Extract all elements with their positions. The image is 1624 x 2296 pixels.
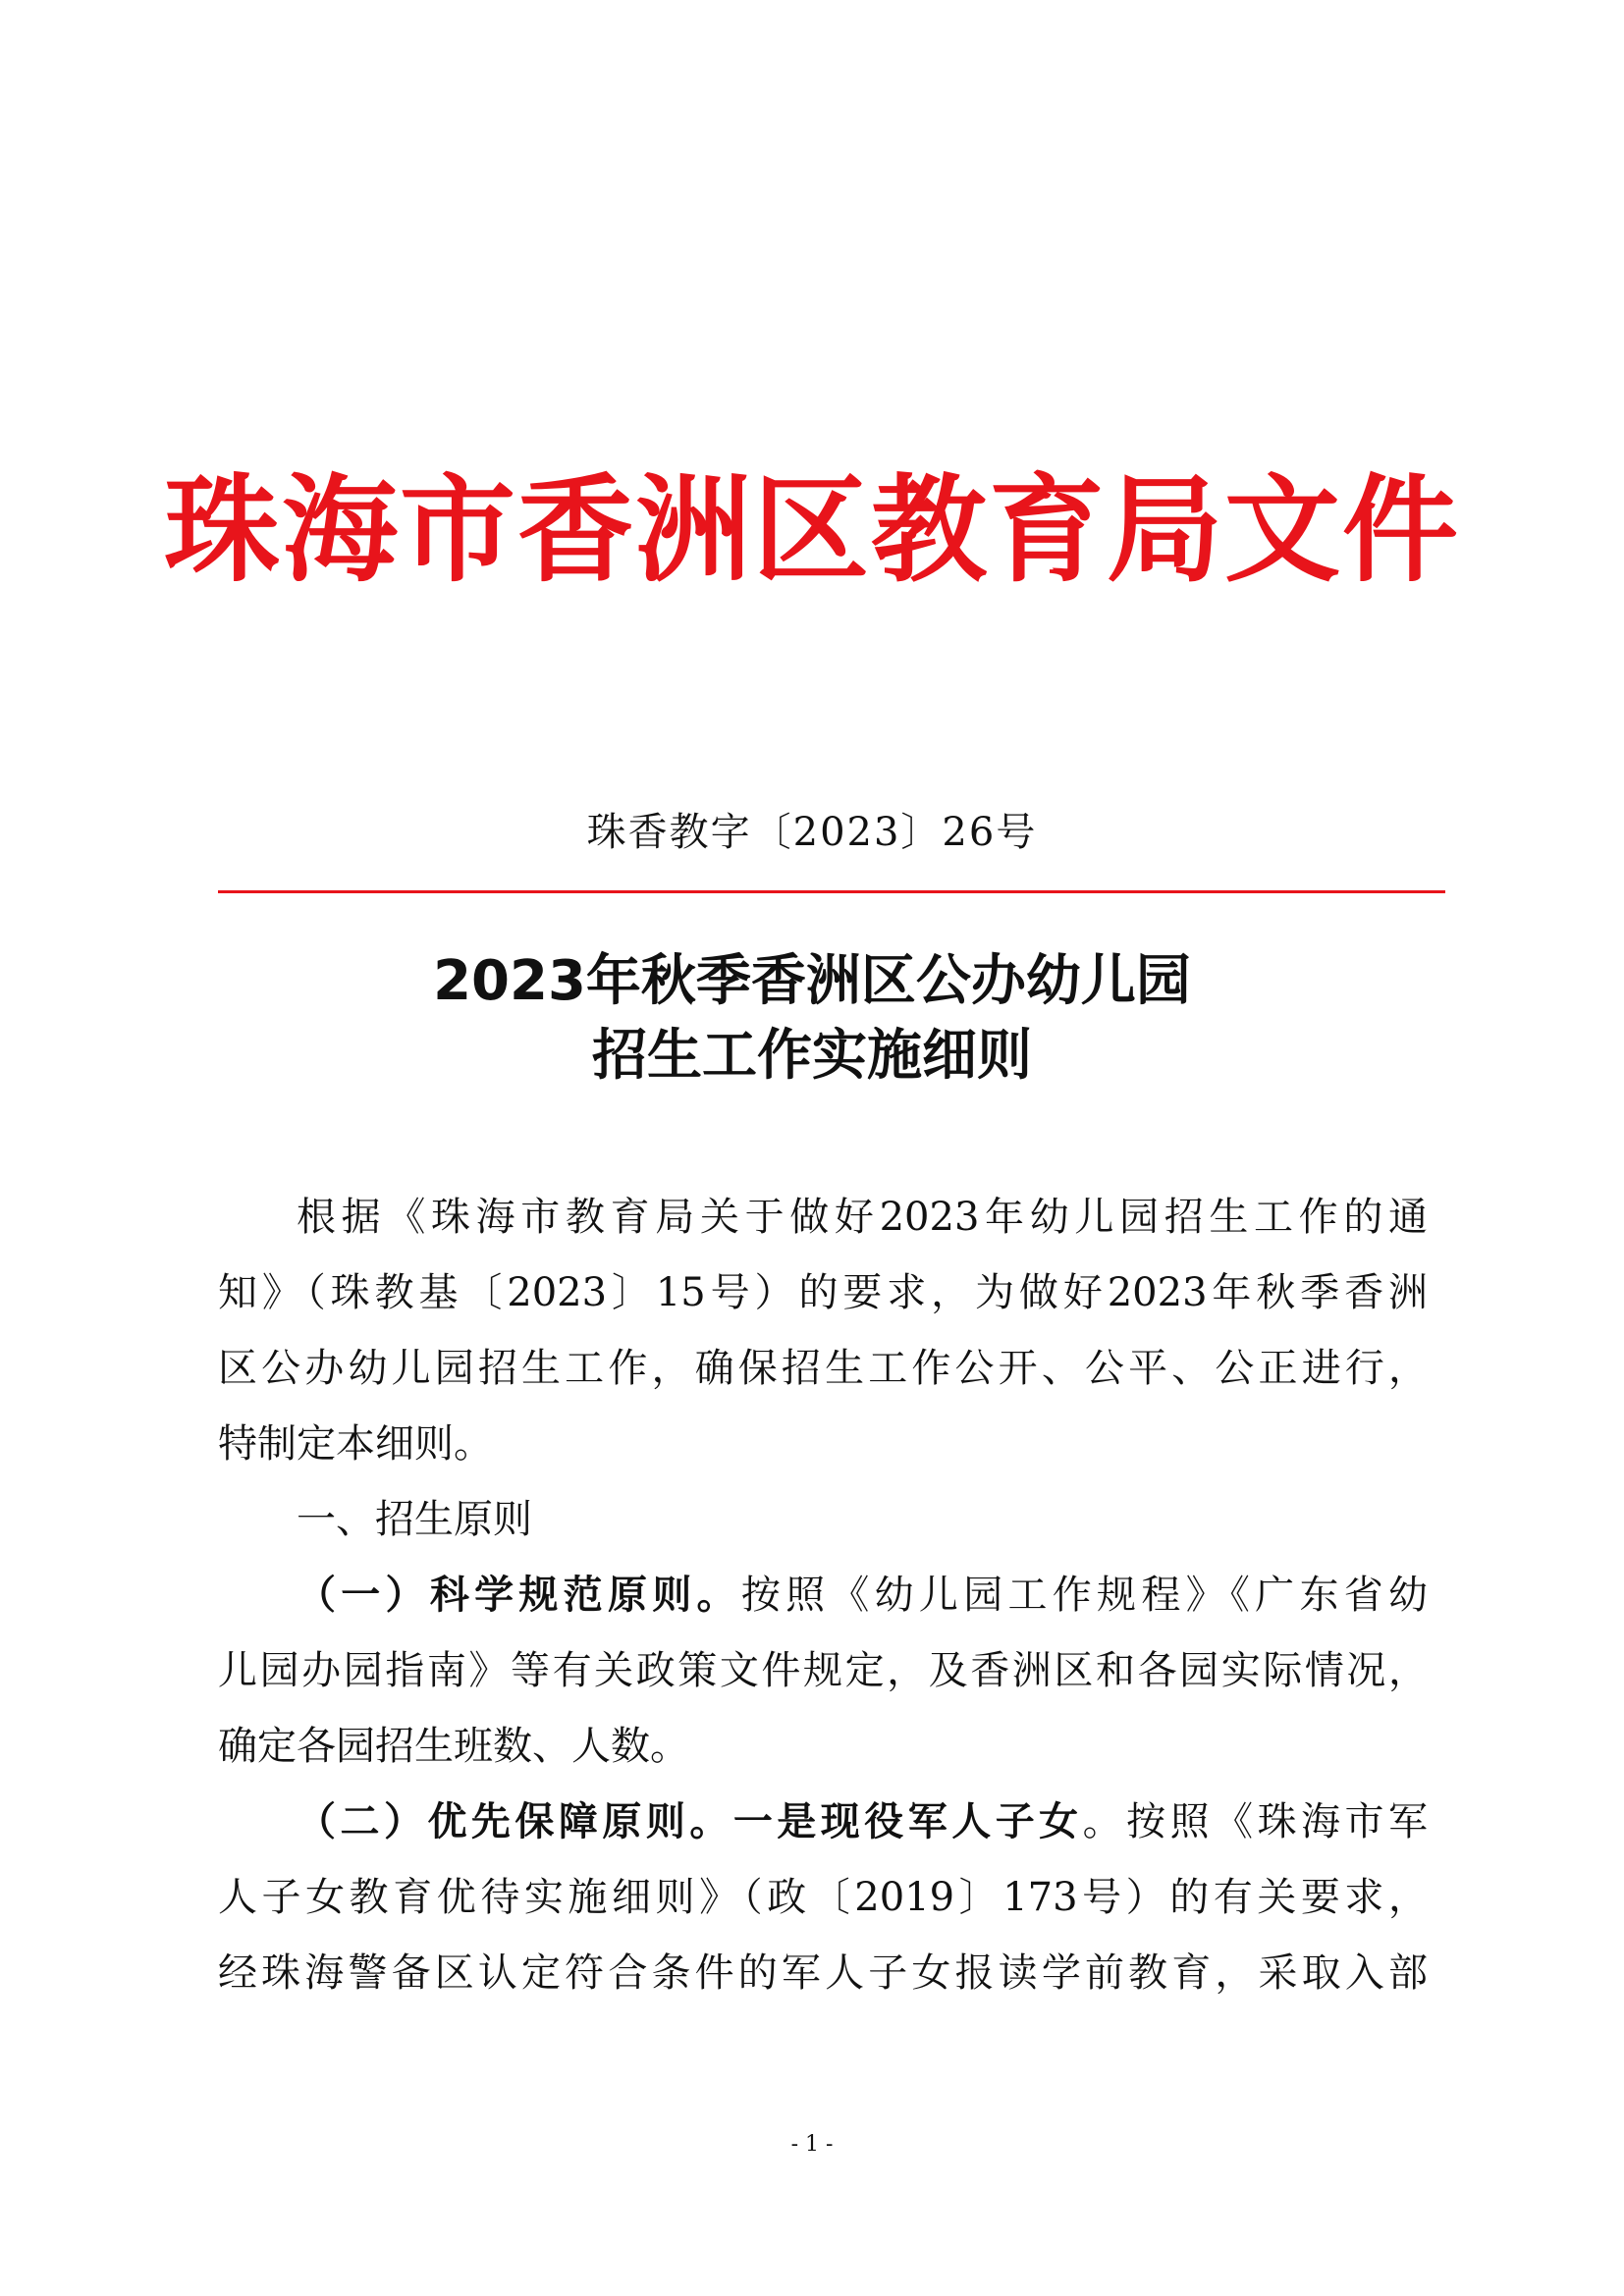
body-line: 确定各园招生班数、人数。 xyxy=(218,1724,689,1769)
body-line: 根据《珠海市教育局关于做好2023年幼儿园招生工作的通 xyxy=(297,1195,1428,1240)
body-line: 特制定本细则。 xyxy=(218,1421,493,1467)
body-line: 知》（珠教基〔2023〕15号）的要求，为做好2023年秋季香洲 xyxy=(218,1270,1428,1315)
document-title xyxy=(0,944,1624,1094)
title-line-1: 2023年秋季香洲区公办幼儿园 xyxy=(433,949,1191,1013)
body-line xyxy=(218,1558,1428,1633)
document-number: 珠香教字〔2023〕26号 xyxy=(586,810,1038,855)
item-text: 。按照《珠海市军 xyxy=(1082,1799,1428,1844)
item-sub-label: 一是现役军人子女 xyxy=(732,1799,1083,1844)
page-number: - 1 - xyxy=(790,2132,834,2157)
section-heading: 一、招生原则 xyxy=(297,1497,532,1542)
body-line xyxy=(218,1785,1428,1860)
body-line: 人子女教育优待实施细则》（政〔2019〕173号）的有关要求， xyxy=(218,1875,1428,1920)
body-line: 儿园办园指南》等有关政策文件规定，及香洲区和各园实际情况， xyxy=(218,1648,1428,1693)
red-separator-line xyxy=(218,890,1445,893)
body-line: 区公办幼儿园招生工作，确保招生工作公开、公平、公正进行， xyxy=(218,1346,1428,1391)
title-line-2: 招生工作实施细则 xyxy=(592,1024,1032,1088)
body-line: 经珠海警备区认定符合条件的军人子女报读学前教育，采取入部 xyxy=(218,1950,1428,1996)
item-label: （二）优先保障原则。 xyxy=(297,1799,733,1844)
document-body xyxy=(218,1180,1428,2011)
item-label: （一）科学规范原则。 xyxy=(297,1573,741,1618)
item-text: 按照《幼儿园工作规程》《广东省幼 xyxy=(740,1573,1428,1618)
masthead-title: 珠海市香洲区教育局文件 xyxy=(163,462,1460,598)
